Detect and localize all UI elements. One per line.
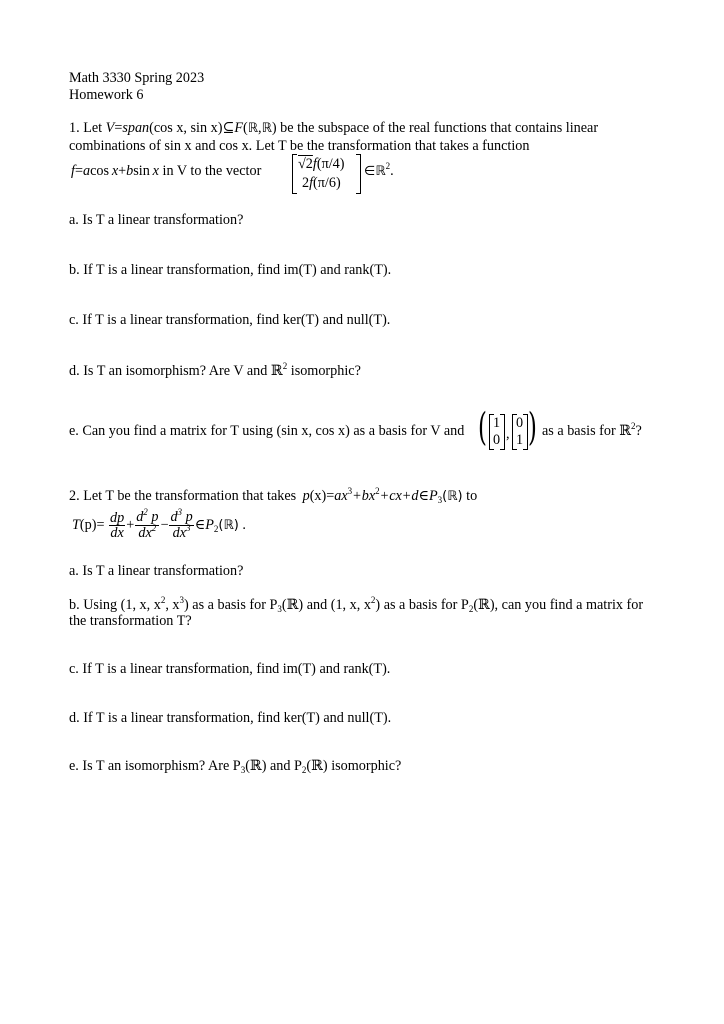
p2-plus: +: [126, 517, 135, 533]
p1-in-R2: [364, 163, 394, 180]
p1-e-m1-right: [500, 414, 505, 450]
p1-span-args: (cos x, sin x): [149, 120, 223, 136]
p2-b-e: ) as a basis for P: [375, 597, 469, 613]
p2-px-3: 3: [347, 486, 353, 496]
p2-b-b: , x: [165, 597, 180, 613]
p2-part-a: a. Is T a linear transformation?: [69, 563, 244, 579]
p1-in-R2-sup: 2: [385, 161, 391, 171]
p1-end-dot: .: [390, 163, 394, 179]
p2-frac2-num-p: p: [147, 509, 159, 526]
p1-subset: ⊆: [222, 120, 235, 136]
p1-vec-bot-arg: (π/6): [313, 175, 341, 191]
p1-d-sup: 2: [282, 361, 288, 371]
p2-frac3-num-p: p: [182, 509, 193, 526]
p2-T-args: (p): [79, 517, 97, 533]
p2-px-2: 2: [375, 486, 380, 496]
p2-frac1-num: dp: [110, 510, 125, 527]
p2-T-P: P: [205, 517, 214, 533]
p1-intro-line: [69, 120, 598, 137]
p2-frac3-denwrap: [169, 523, 193, 542]
p1-F: F: [234, 120, 243, 136]
p2-frac2-denwrap: [135, 523, 159, 542]
p1-part-d: [69, 363, 361, 380]
p2-frac2-num-sup: 2: [143, 507, 148, 518]
p2-b-d: (ℝ) and (1, x, x: [281, 597, 371, 613]
p2-part-b-line2: the transformation T?: [69, 613, 192, 629]
p1-F-comma: ,: [258, 120, 262, 136]
p2-T-formula: [72, 507, 246, 542]
p1-d-suffix: isomorphic?: [287, 363, 361, 379]
p2-px-args: (x): [309, 488, 327, 504]
p1-V: V: [105, 120, 115, 136]
p2-part-e: [69, 758, 401, 775]
p1-e-m1-top: 1: [493, 415, 501, 431]
p2-e-a: e. Is T an isomorphism? Are P: [69, 758, 241, 774]
p1-e-end: ?: [635, 423, 642, 439]
p1-part-b: b. If T is a linear transformation, find im(T) and rank(T).: [69, 262, 392, 278]
p2-frac2: [135, 507, 159, 542]
p2-frac2-den-sup: 2: [151, 523, 157, 534]
p1-func-eq: =: [74, 163, 83, 179]
p1-vec-sqrt: √2: [298, 156, 313, 172]
p1-part-e-prefix: e. Can you find a matrix for T using (sin x, cos x) as a basis for V and: [69, 423, 465, 439]
p2-frac1-den: dx: [110, 525, 124, 542]
p1-part-c: c. If T is a linear transformation, find ker(T) and null(T).: [69, 312, 391, 328]
p2-b-a: b. Using (1, x, x: [69, 597, 161, 613]
p1-part-a: a. Is T a linear transformation?: [69, 212, 244, 228]
p2-frac3: [169, 507, 193, 542]
p2-e-b: (ℝ) and P: [245, 758, 302, 774]
p1-e-sup: 2: [631, 421, 636, 431]
p2-px-ax: ax: [334, 488, 348, 504]
p1-func-b: b: [126, 163, 134, 179]
p1-func-f: f: [71, 163, 75, 179]
p1-func-sin: sin: [133, 163, 150, 179]
p2-T-R: (ℝ): [218, 518, 239, 533]
p1-d-prefix: d. Is T an isomorphism? Are V and ℝ: [69, 363, 283, 379]
p2-b-f: (ℝ), can you find a matrix for: [473, 597, 644, 613]
p1-vec-top: [298, 156, 345, 172]
p1-line2: combinations of sin x and cos x. Let T be the transformation that takes a function: [69, 138, 530, 154]
p1-e-paren-left: (: [477, 405, 487, 449]
p1-span: span: [122, 120, 150, 136]
p2-px-rest: +cx+d: [379, 488, 419, 504]
p2-frac2-num: d: [136, 509, 144, 526]
p2-part-c: c. If T is a linear transformation, find im(T) and rank(T).: [69, 661, 391, 677]
p2-minus: −: [160, 517, 169, 533]
p1-func-a: a: [82, 163, 91, 179]
p2-frac3-den: dx: [172, 525, 187, 542]
p2-T-sub: 2: [213, 524, 219, 534]
p2-intro-to: to: [462, 488, 478, 504]
p1-e-suffix: [542, 423, 642, 440]
p2-px-bx: +bx: [352, 488, 376, 504]
p1-vec-bot-f: f: [309, 175, 314, 191]
p1-vec-top-f: f: [312, 156, 317, 172]
p2-e-sub3: 3: [240, 765, 246, 775]
p1-func-cos: cos: [90, 163, 109, 179]
p1-F-R1: ℝ: [247, 121, 259, 136]
p1-e-paren-right: ): [527, 405, 537, 449]
p2-part-d: d. If T is a linear transformation, find ker(T) and null(T).: [69, 710, 392, 726]
p1-func-plus: +: [118, 163, 127, 179]
p2-intro: [69, 488, 477, 505]
p1-e-comma: ,: [506, 426, 510, 442]
p2-px-eq: =: [326, 488, 335, 504]
p2-T-eq: =: [96, 517, 105, 533]
p2-b-sub3: 3: [277, 604, 282, 614]
p1-in-R2-text: ∈ℝ: [364, 164, 386, 179]
p1-func-line: [71, 163, 261, 179]
p2-frac3-num-sup: 3: [177, 507, 183, 518]
p1-vec-right-bracket: [356, 154, 361, 194]
p2-b-sup2b: 2: [370, 595, 376, 605]
p1-e-m2-top: 0: [516, 415, 524, 431]
p2-frac1: [109, 511, 125, 540]
p1-vec-bot: [302, 175, 341, 191]
p2-part-b-line1: [69, 597, 643, 614]
p2-T-dot: .: [238, 517, 246, 533]
p1-e-m2-bot: 1: [516, 432, 524, 448]
p1-vec-top-arg: (π/4): [316, 156, 345, 172]
p2-b-sup2: 2: [160, 595, 166, 605]
p2-b-sub2: 2: [468, 604, 474, 614]
p1-func-x1: x: [111, 163, 119, 179]
p2-T-in: ∈: [194, 517, 206, 533]
p2-px-in: ∈: [418, 488, 429, 504]
p1-F-close: ): [271, 120, 277, 136]
p2-b-c: ) as a basis for P: [184, 597, 278, 613]
p1-e-m1-bot: 0: [493, 432, 501, 448]
p2-px: p: [302, 488, 310, 504]
p2-px-P: P: [428, 488, 438, 504]
p2-frac3-den-sup: 3: [186, 523, 191, 534]
p1-F-open: (: [243, 120, 248, 136]
p1-eq: =: [114, 120, 123, 136]
p2-frac2-den: dx: [138, 525, 152, 542]
p2-intro-prefix: 2. Let T be the transformation that takes: [69, 488, 300, 504]
p2-b-sup3: 3: [179, 595, 185, 605]
p1-vec-bot-2: 2: [302, 175, 310, 191]
p2-frac3-num: d: [170, 509, 178, 526]
p1-e-suffix-text: as a basis for ℝ: [542, 423, 632, 439]
p2-px-R: (ℝ): [442, 489, 463, 504]
p1-mid-text: in V to the vector: [158, 163, 262, 179]
p2-px-sub: 3: [437, 495, 443, 505]
p2-e-c: (ℝ) isomorphic?: [306, 758, 402, 774]
p2-T: T: [72, 517, 80, 533]
p1-F-R2: ℝ: [261, 121, 272, 136]
p1-intro-prefix: 1. Let: [69, 120, 106, 136]
assignment-title: Homework 6: [69, 87, 144, 103]
p2-e-sub2: 2: [301, 765, 307, 775]
p1-func-x2: x: [152, 163, 159, 179]
p1-vec-left-bracket: [292, 154, 297, 194]
p1-intro-suffix: be the subspace of the real functions that contains linear: [276, 120, 599, 136]
course-title: Math 3330 Spring 2023: [69, 70, 205, 86]
